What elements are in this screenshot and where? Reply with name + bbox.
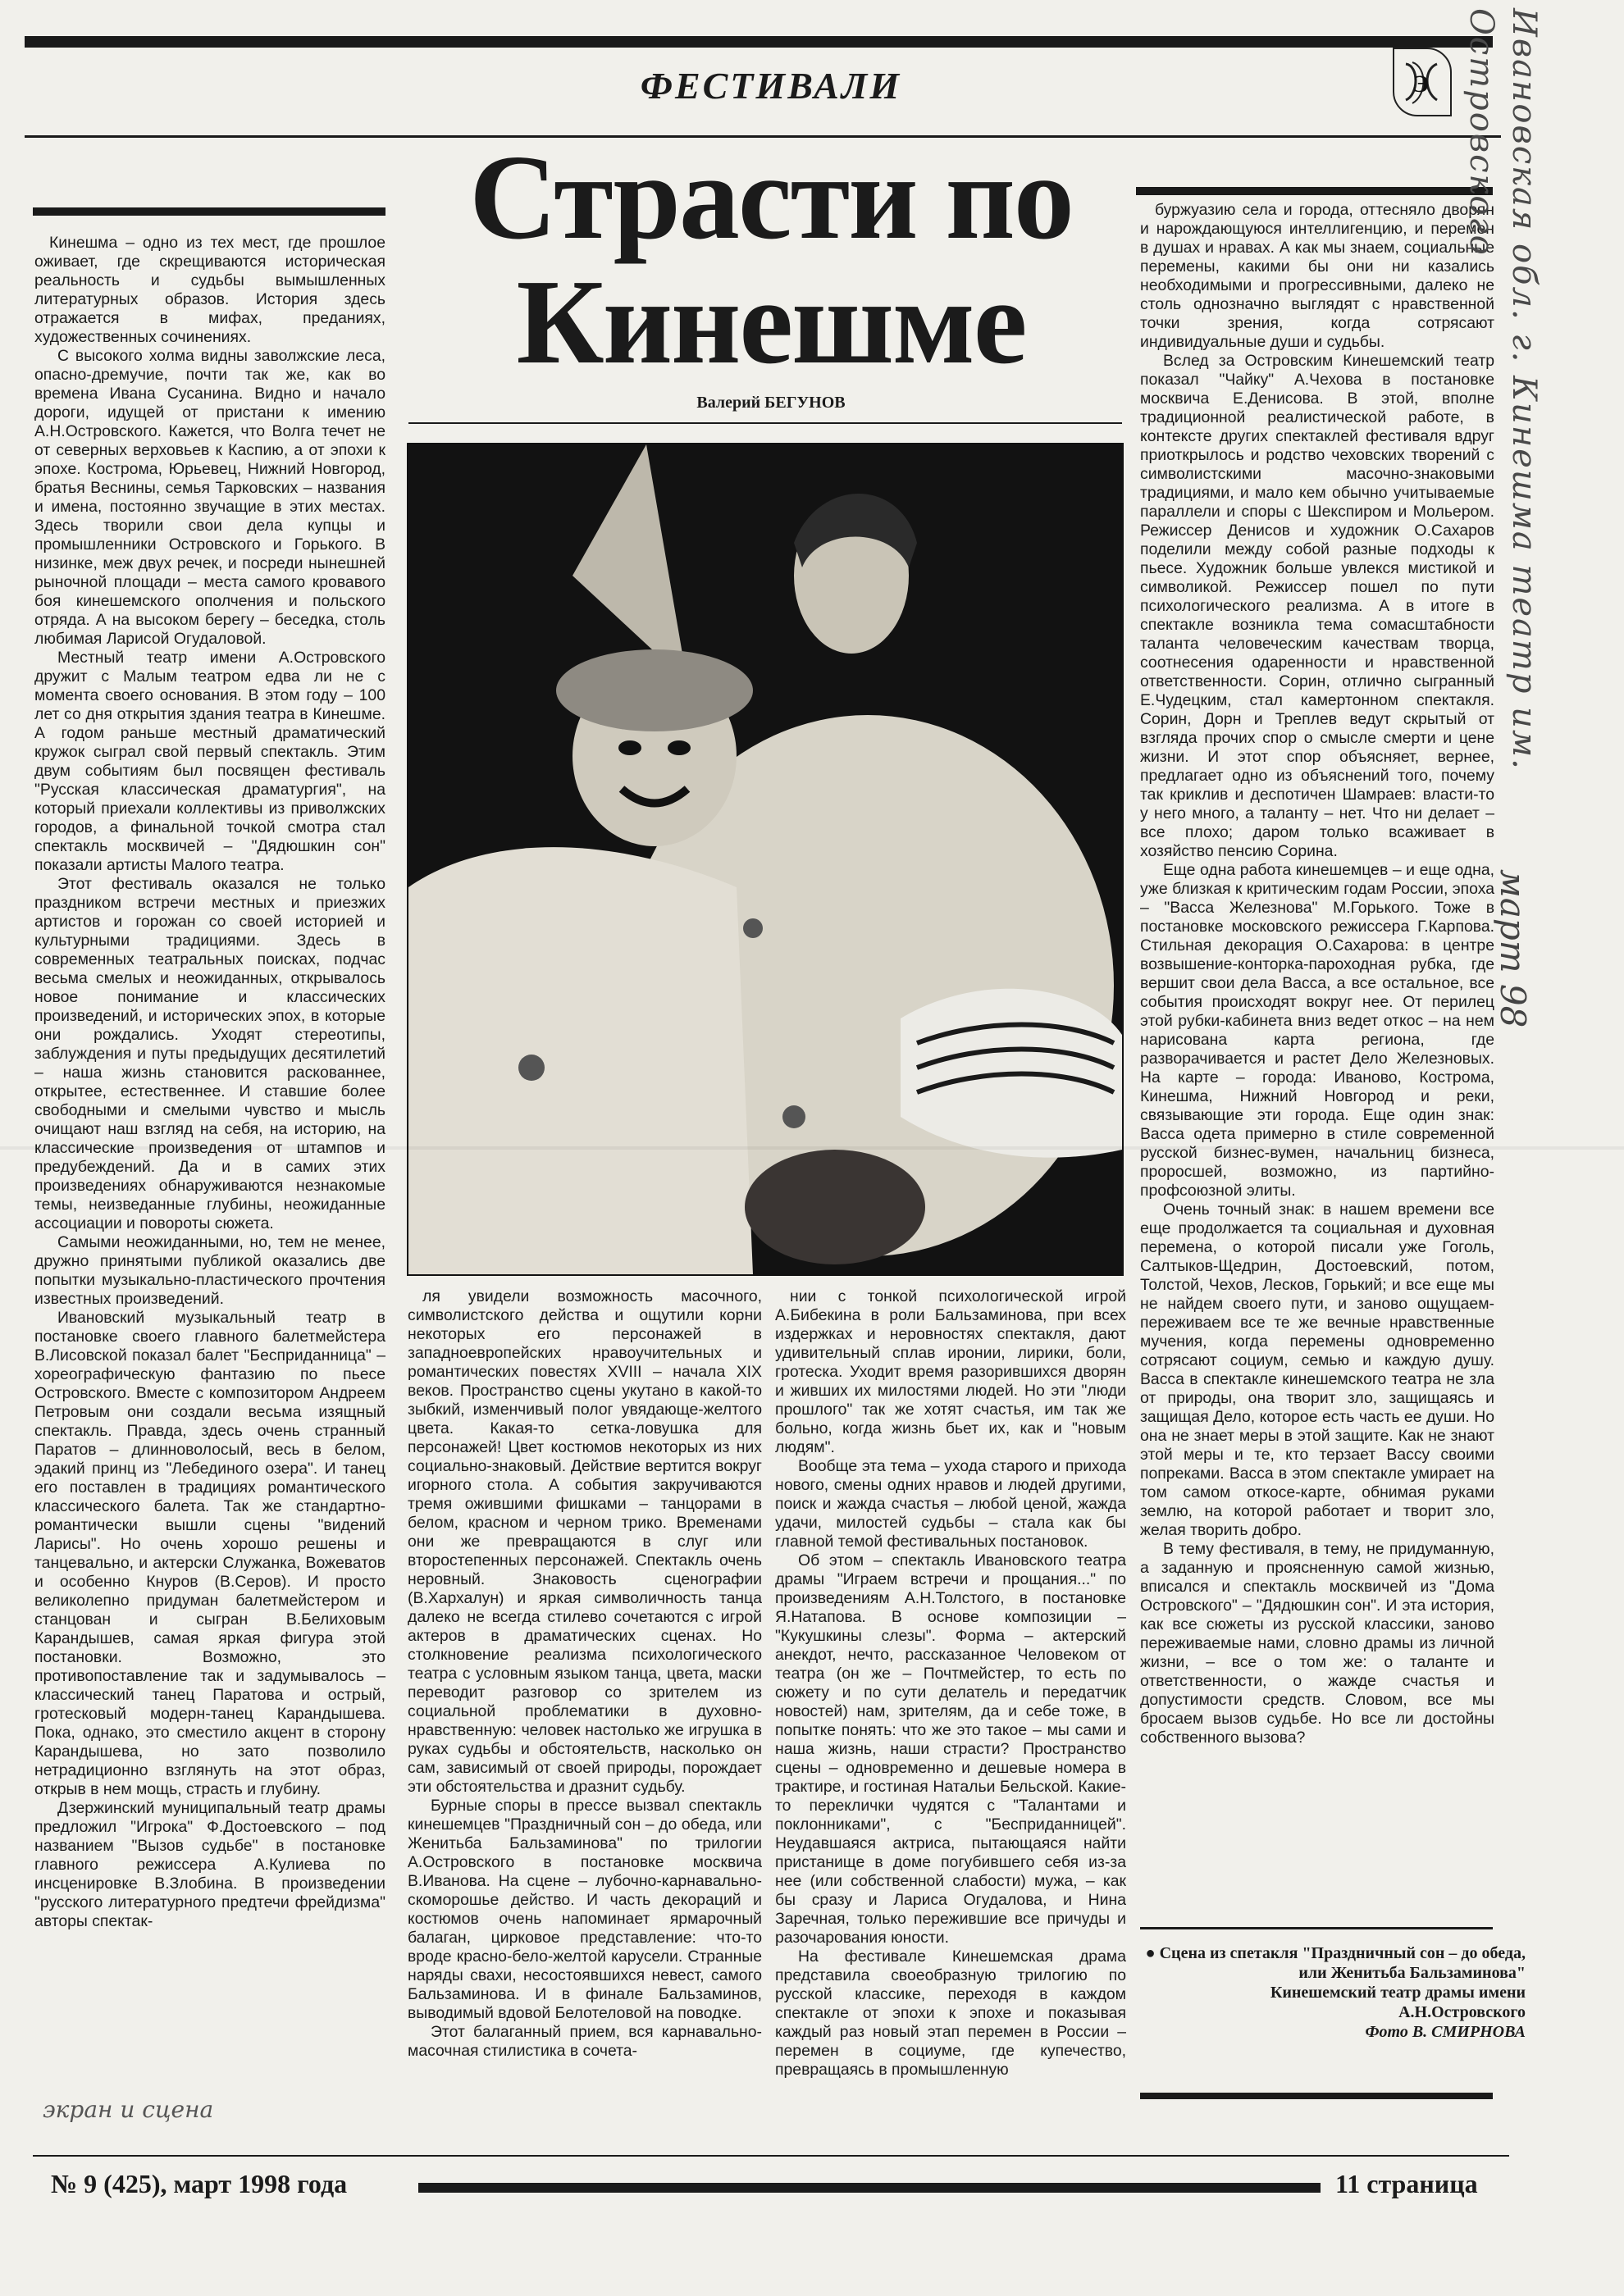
article-column-2 <box>408 1287 762 2152</box>
paper-fold <box>0 1146 1624 1150</box>
paragraph: Дзержинский муниципальный театр драмы предложил "Игрока" Ф.Достоевского – под названием "Вызов судьбе" в постановке главного режиссера А.Кулиева по инсценировке В.Злобина. В произведении "русского литературного предтечи фрейдизма" авторы спектак- <box>34 1799 385 1930</box>
article-byline: Валерий БЕГУНОВ <box>696 394 846 412</box>
caption-line-2: Кинешемский театр драмы имени А.Н.Островского <box>1270 1984 1526 2021</box>
col4-end-rule <box>1140 1927 1493 1929</box>
paragraph: Очень точный знак: в нашем времени все еще продолжается та социальная и духовная перемена, о которой писали уже Гоголь, Салтыков-Щедрин, Достоевский, потом, Толстой, Чехов, Лесков, Горький; и все еще мы не найдем своего пути, и заново ощущаем-переживаем все те же вечные нравственные мучения, когда перемены одновременно сотрясают социум, семью и каждую душу. Васса в спектакле кинешемского театра не зла от природы, она творит зло, защищаясь и защищая Дело, которое есть часть ее души. Но она не знает меры в этой защите. Как не знают этой меры и те, кто терзает Вассу своими попреками. Васса в этом спектакле умирает на том самом откосе-карте, обнимая руками землю, на которой работает и творит зло, желая творить добро. <box>1140 1200 1494 1539</box>
paragraph: ля увидели возможность масочного, символистского действа и ощутили корни некоторых его персонажей в западноевропейских нравоучительных и романтических повестях XVIII – начала XIX веков. Пространство сцены укутано в какой-то зыбкий, изменчивый полог увядающе-желтого цвета. Какая-то сетка-ловушка для персонажей! Цвет костюмов некоторых из них социально-знаковый. Действие вертится вокруг игорного стола. А события закручиваются тремя ожившими фишками – танцорами в белом, красном и черном трико. Временами они же превращаются в слуг или второстепенных персонажей. Спектакль очень неровный. Знаковость сценографии (В.Хархалун) и яркая символичность танца далеко не всегда стилево сочетаются с игрой актеров в драматических сценах. Но столкновение реализма психологического театра с условным языком танца, цвета, маски переводит разговор со зрителем из социальной проблематики в духовно-нравственную: человек настолько же игрушка в руках судьбы и обстоятельств, насколько он сам, зависимый от своей природы, порождает эти обстоятельства и дразнит судьбу. <box>408 1287 762 1796</box>
caption-line-1: ● Сцена из спетакля "Праздничный сон – до обеда, или Женитьба Бальзаминова" <box>1145 1944 1526 1982</box>
paragraph: В тему фестиваля, в тему, не придуманную, а заданную и проясненную самой жизнью, вписался и спектакль москвичей из "Дома Островского" – "Дядюшкин сон". И эта история, как все сюжеты из русской классики, заново переживаемые нами, словно драмы из личной жизни, – все о том же: о таланте и ответственности, о жажде счастья и допустимости средств. Словом, все мы бросаем вызов судьбе. Но все ли достойны собственного вызова? <box>1140 1540 1494 1747</box>
paragraph: буржуазию села и города, оттесняло дворян и нарождающуюся интеллигенцию, и перемен в душах и нравах. А как мы знаем, социальные перемены, какими бы они ни казались необходимыми и прогрессивными, далеко не столь однозначно выглядят с нравственной точки зрения, когда сотрясают индивидуальные души и судьбы. <box>1140 201 1494 351</box>
page-number: 11 страница <box>1335 2169 1478 2198</box>
caption-bottom-rule <box>1140 2093 1493 2099</box>
paragraph: Кинешма – одно из тех мест, где прошлое оживает, где скрещиваются историческая реальность и судьбы вымышленных литературных образов. История здесь отражается в мифах, преданиях, художественных сочинениях. <box>34 234 385 346</box>
theatre-curtain-logo-icon <box>1393 48 1452 116</box>
performance-photo <box>407 443 1124 1276</box>
headline-line-1: Страсти по <box>469 130 1073 265</box>
paragraph: Вообще эта тема – ухода старого и прихода нового, смены одних нравов и людей другими, поиск и жажда счастья – любой ценой, жажда удачи, милостей судьбы – стала как бы главной темой фестивальных постановок. <box>775 1457 1126 1551</box>
paragraph: Ивановский музыкальный театр в постановке своего главного балетмейстера В.Лисовской показал балет "Бесприданница" – хореографическую фантазию по пьесе Островского. Вместе с композитором Андреем Петровым они создали весьма изящный спектакль. Правда, здесь очень странный Паратов – длинноволосый, весь в белом, эдакий принц из "Лебединого озера". И танец его поставлен в традициях романтического классического балета. Так же стандартно-романтически вышли сцены "видений Ларисы". Но очень хорошо решены и танцевально, и актерски Служанка, Вожеватов и особенно Кнуров (В.Серов). И просто великолепно придуман балетмейстером и станцован и сыгран В.Белиховым Карандышев, самая яркая фигура этой постановки. Возможно, это противопоставление так и задумывалось – классический танец Паратова и острый, гротесковый модерн-танец Карандышева. Пока, однако, это сместило акцент в сторону Карандышева, но зато позволило нетрадиционно взглянуть на этот образ, открыв в нем мощь, страсть и глубину. <box>34 1309 385 1798</box>
paragraph: Самыми неожиданными, но, тем не менее, дружно принятыми публикой оказались две попытки музыкально-пластического прочтения известных произведений. <box>34 1233 385 1308</box>
photo-credit: Фото В. СМИРНОВА <box>1365 2023 1526 2041</box>
article-column-4 <box>1140 201 1494 1911</box>
footer-bar <box>418 2183 1321 2193</box>
handwritten-date: март 98 <box>1493 869 1533 1028</box>
paragraph: Этот фестиваль оказался не только праздником встречи местных и приезжих артистов и горожан со своей историей и культурными традициями. Здесь в современных театральных поисках, подчас весьма смелых и неожиданных, открывалось новое понимание и классических произведений, и исторических эпох, в которые они рождались. Уходят стереотипы, заблуждения и путы предыдущих десятилетий – наша жизнь становится раскованнее, открытее, естественнее. И ставшие более свободными и смелыми чувство и мысль очищают наш взгляд на себя, на историю, на классические произведения от штампов и предубеждений. Да и в самих этих произведениях обнаруживаются незнакомые темы, неизведанные глубины, неожиданные ассоциации и повороты сюжета. <box>34 875 385 1232</box>
article-headline <box>443 130 1099 390</box>
footer-top-rule <box>33 2155 1509 2157</box>
col4-top-rule <box>1136 187 1493 195</box>
issue-info: № 9 (425), март 1998 года <box>51 2169 348 2198</box>
svg-text:Э: Э <box>1412 71 1430 98</box>
handwritten-source-note: экран и сцена <box>43 2096 214 2123</box>
paragraph: Местный театр имени А.Островского дружит с Малым театром едва ли не с момента своего основания. В этом году – 100 лет со дня открытия здания театра в Кинешме. А годом раньше местный драматический кружок сыграл свой первый спектакль. Этим двум событиям был посвящен фестиваль "Русская классическая драматургия", на который приехали коллективы из приволжских городов, а финальной точкой смотра стал спектакль москвичей – "Дядюшкин сон" показали артисты Малого театра. <box>34 649 385 874</box>
section-title: ФЕСТИВАЛИ <box>640 65 902 107</box>
article-column-3 <box>775 1287 1126 2152</box>
top-rule <box>25 36 1493 48</box>
paragraph: Этот балаганный прием, вся карнавально-масочная стилистика в сочета- <box>408 2023 762 2060</box>
paragraph: Бурные споры в прессе вызвал спектакль кинешемцев "Праздничный сон – до обеда, или Женитьба Бальзаминова" по трилогии А.Островского в постановке москвича В.Иванова. На сцене – лубочно-карнавально-скоморошье действо. И часть декораций и костюмов очень напоминает ярмарочный балаган, цирковое представление: что-то вроде красно-бело-желтой карусели. Странные наряды свахи, несостоявшихся невест, самого Бальзаминова. И в финале Бальзаминов, выводимый вдовой Белотеловой на поводке. <box>408 1797 762 2022</box>
article-column-1 <box>34 234 385 2087</box>
paragraph: Об этом – спектакль Ивановского театра драмы "Играем встречи и прощания..." по произведениям А.Н.Толстого, в постановке Я.Натапова. В основе композиции – "Кукушкины слезы". Форма – актерский анекдот, нечто, рассказанное Человеком от театра (он же – Почтмейстер, то есть по сюжету и по сути делатель и передатчик новостей) нам, зрителям, да и себе тоже, в попытке понять: что же это такое – мы сами и наша жизнь, наши страсти? Пространство сцены – одновременно и дешевые номера в трактире, и гостиная Натальи Бельской. Какие-то переклички чудятся с "Талантами и поклонниками", с "Бесприданницей". Неудавшаяся актриса, пытающаяся найти пристанище в доме погубившего себя из-за нее (или собственной слабости) мужа, – как бы сразу и Лариса Огудалова, и Нина Заречная, только пережившие все причуды и разочарования юности. <box>775 1551 1126 1947</box>
headline-line-2: Кинешме <box>516 255 1026 390</box>
paragraph: Вслед за Островским Кинешемский театр показал "Чайку" А.Чехова в постановке москвича Е.Денисова. В этой, вполне традиционной реалистической работе, в контексте других спектаклей фестиваля вдруг приоткрылось и родство чеховских творений с символистскими масочно-знаковыми традициями, и мало кем обычно учитываемые параллели и споры с Шекспиром и Мольером. Режиссер Денисов и художник О.Сахаров поделили между собой разные подходы к пьесе. Художник больше увлекся мистикой и символикой. Режиссер пошел по пути психологического реализма. А в итоге в спектакле возникла тема сомасштабности таланта человеческим качествам творца, соотнесения одаренности и нравственной ответственности. Сорин, отлично сыгранный Е.Чудецким, стал камертонном спектакля. Сорин, Дорн и Треплев ведут скрытый от взгляда прочих спор о смысле смерти и цене жизни. И этот спор объясняет, вернее, предлагает одно из объяснений того, почему так криклив и деспотичен Шамраев: власти-то у него много, а таланту – нет. Что ни делает – все плохо; даром только всаживает в хозяйство пенсию Сорина. <box>1140 352 1494 860</box>
byline-rule <box>408 422 1122 424</box>
paragraph: С высокого холма видны заволжские леса, опасно-дремучие, почти так же, как во времена Ивана Сусанина. Видно и начало дороги, идущей от пристани к имению А.Н.Островского. Кажется, что Волга течет не от северных верховьев к Каспию, а от эпохи к эпохе. Кострома, Юрьевец, Нижний Новгород, братья Веснины, семья Тарковских – названия и имена, постоянно звучащие в этих местах. Здесь творили свои дела купцы и промышленники Островского и Горького. В низинке, меж двух речек, и посреди нынешней рыночной площади – места самого кровавого боя кинешемского ополчения и польского отряда. А на высоком берегу – беседка, столь любимая Ларисой Огудаловой. <box>34 347 385 648</box>
handwritten-margin-note: Ивановская обл. г. Кинешма театр им. Островского <box>1462 8 1543 771</box>
col1-top-rule <box>33 207 385 216</box>
photo-caption <box>1144 1943 1526 2042</box>
paragraph: Еще одна работа кинешемцев – и еще одна, уже близкая к критическим годам России, эпоха – "Васса Железнова" М.Горького. Тоже в постановке московского режиссера Г.Карпова. Стильная декорация О.Сахарова: в центре возвышение-конторка-пароходная рубка, где вершит свои дела Васса, а все остальное, все события происходят вокруг нее. От перилец этой рубки-кабинета вниз ведет откос – на нем нарисована карта региона, где разворачивается и растет Дело Железновых. На карте – города: Иваново, Кострома, Кинешма, Нижний Новгород и реки, связывающие эти города. Еще один знак: Васса одета примерно в стиле современной русской бизнес-вумен, начальниц бизнеса, проросшей, возможно, из партийно-профсоюзной элиты. <box>1140 861 1494 1200</box>
paragraph: нии с тонкой психологической игрой А.Бибекина в роли Бальзаминова, при всех издержках и неровностях спектакля, дают удивительный сплав иронии, лирики, боли, гротеска. Уходит время разорившихся дворян и живших их милостями людей. Но эти "люди прошлого" так же хотят счастья, им так же больно, когда жизнь бьет их, как и "новым людям". <box>775 1287 1126 1456</box>
paragraph: На фестивале Кинешемская драма представила своеобразную трилогию по русской классике, переходя в каждом спектакле от эпохи к эпохе и показывая каждый раз новый этап перемен в России – перемен в социуме, где купечество, превращаясь в промышленную <box>775 1947 1126 2079</box>
